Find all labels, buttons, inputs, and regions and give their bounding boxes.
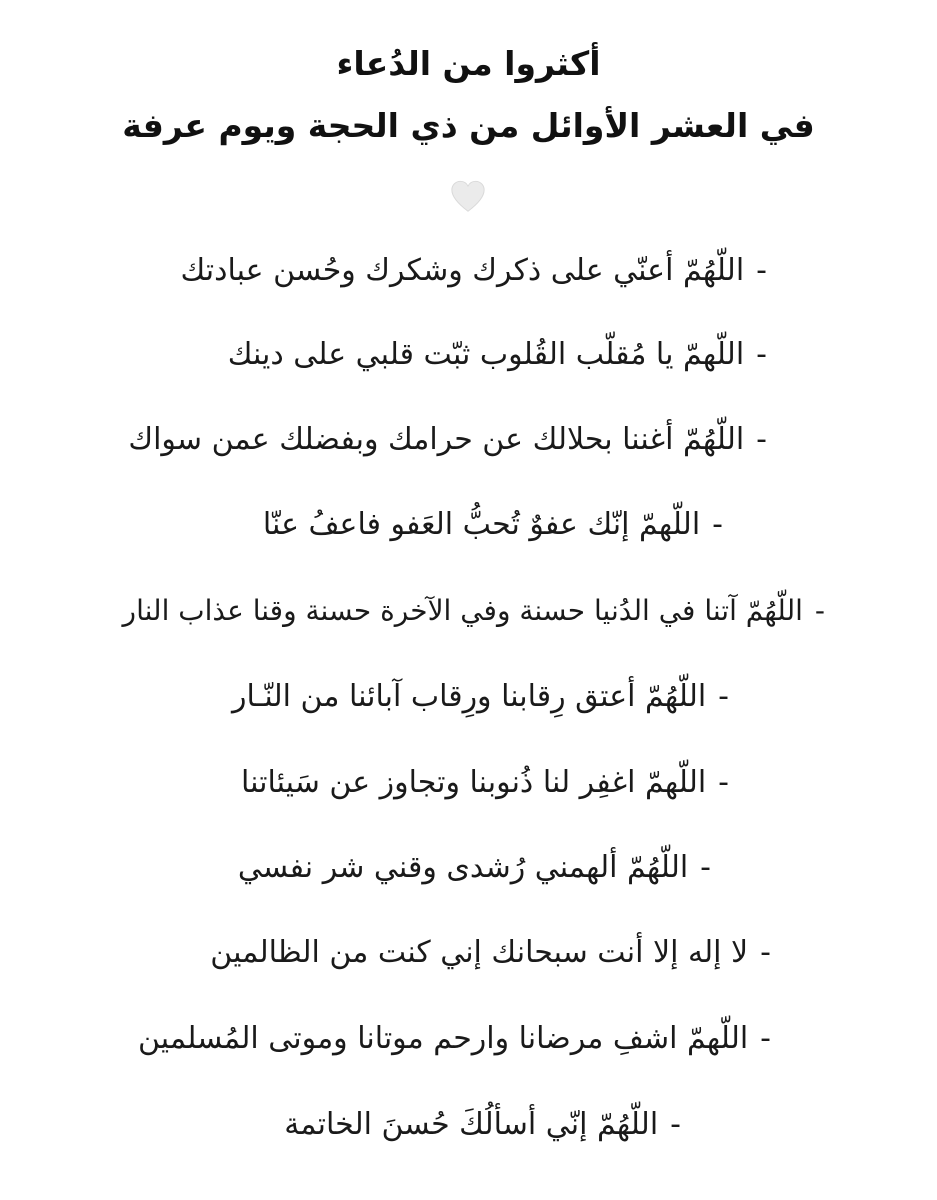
- dua-line-10: [138, 1011, 771, 1067]
- dash-marker: -: [700, 850, 711, 885]
- dua-line-1: [181, 243, 768, 299]
- dua-text: اللّهُمّ أعنّي على ذكرك وشكرك وحُسن عبادتك: [180, 253, 745, 288]
- dua-line-8: [238, 840, 711, 896]
- dua-text: اللّهُمّ آتنا في الدُنيا حسنة وفي الآخرة حسنة وقنا عذاب النار: [122, 594, 803, 627]
- dash-marker: -: [760, 935, 771, 970]
- dash-marker: -: [756, 253, 767, 288]
- dua-line-9: [210, 925, 771, 981]
- dash-marker: -: [718, 679, 729, 714]
- dash-marker: -: [712, 507, 723, 542]
- dash-marker: -: [814, 594, 825, 627]
- dash-marker: -: [718, 765, 729, 800]
- dash-marker: -: [670, 1107, 681, 1142]
- dua-text: اللّهُمّ إنّي أسألُكَ حُسنَ الخاتمة: [284, 1107, 659, 1142]
- dua-line-3: [128, 412, 767, 468]
- white-heart-icon: [449, 178, 487, 216]
- dua-text: اللّهمّ إنّك عفوٌ تُحبُّ العَفو فاعفُ عنّا: [262, 507, 701, 542]
- dua-line-2: [228, 327, 767, 383]
- dash-marker: -: [756, 337, 767, 372]
- dua-line-5: [123, 583, 825, 639]
- dua-line-6: [232, 669, 729, 725]
- page-subtitle: في العشر الأوائل من ذي الحجة ويوم عرفة: [122, 106, 815, 145]
- dash-marker: -: [756, 422, 767, 457]
- dua-text: اللّهُمّ أعتق رِقابنا ورِقاب آبائنا من النّـار: [232, 679, 707, 714]
- dua-text: اللّهمّ يا مُقلّب القُلوب ثبّت قلبي على دينك: [227, 337, 745, 372]
- dua-text: اللّهمّ اغفِر لنا ذُنوبنا وتجاوز عن سَيئاتنا: [240, 765, 707, 800]
- dua-text: اللّهُمّ ألهمني رُشدى وقني شر نفسي: [237, 850, 689, 885]
- dua-text: اللّهُمّ أغننا بحلالك عن حرامك وبفضلك عمن سواك: [128, 422, 745, 457]
- dash-marker: -: [760, 1021, 771, 1056]
- dua-text: اللّهمّ اشفِ مرضانا وارحم موتانا وموتى المُسلمين: [137, 1021, 749, 1056]
- dua-line-11: [284, 1097, 681, 1153]
- dua-line-4: [263, 497, 723, 553]
- dua-line-7: [241, 755, 729, 811]
- page-title: أكثروا من الدُعاء: [336, 44, 601, 83]
- dua-text: لا إله إلا أنت سبحانك إني كنت من الظالمين: [210, 935, 749, 970]
